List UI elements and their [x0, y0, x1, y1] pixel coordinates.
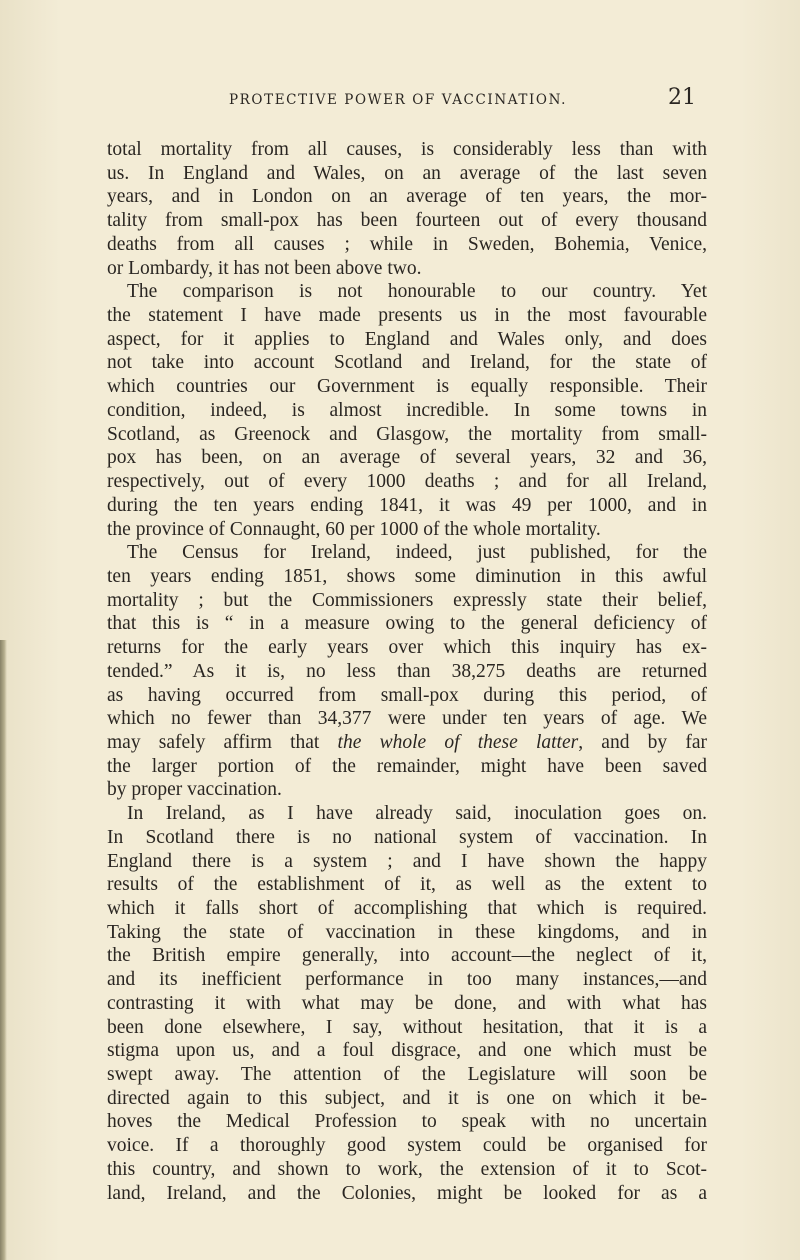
text-line: directed again to this subject, and it is one on which it be- — [107, 1087, 707, 1109]
text-line: In Scotland there is no national system of vaccination. In — [107, 826, 707, 848]
text-line — [107, 731, 707, 755]
text-line: Scotland, as Greenock and Glasgow, the mortality from small- — [107, 423, 707, 445]
text-line: respectively, out of every 1000 deaths ; and for all Ireland, — [107, 471, 707, 493]
text-span: , and by far — [578, 731, 707, 753]
page-binding-edge — [0, 640, 7, 1260]
text-line: condition, indeed, is almost incredible. In some towns in — [107, 399, 707, 421]
text-line: as having occurred from small-pox during this period, of — [107, 684, 707, 706]
page-number: 21 — [668, 85, 696, 110]
running-head — [100, 86, 696, 112]
text-line: which countries our Government is equally responsible. Their — [107, 376, 707, 398]
text-line: which no fewer than 34,377 were under ten years of age. We — [107, 708, 707, 730]
text-line: by proper vaccination. — [107, 779, 282, 801]
text-line: the statement I have made presents us in the most favourable — [107, 305, 707, 327]
emphasis-text: the whole of these latter — [337, 731, 579, 753]
running-title: PROTECTIVE POWER OF VACCINATION. — [228, 92, 568, 108]
text-line: us. In England and Wales, on an average of the last seven — [107, 162, 707, 184]
text-line: the province of Connaught, 60 per 1000 of the whole mortality. — [107, 518, 601, 540]
text-line: The Census for Ireland, indeed, just published, for the — [127, 542, 707, 564]
text-line: voice. If a thoroughly good system could be organised for — [107, 1135, 707, 1157]
text-line: ten years ending 1851, shows some diminution in this awful — [107, 565, 707, 587]
text-line: aspect, for it applies to England and Wales only, and does — [107, 328, 707, 350]
text-line: hoves the Medical Profession to speak with no uncertain — [107, 1111, 707, 1133]
text-line: tality from small-pox has been fourteen out of every thousand — [107, 210, 707, 232]
text-line: and its inefficient performance in too many instances,—and — [107, 969, 707, 991]
text-line: or Lombardy, it has not been above two. — [107, 257, 422, 279]
text-line: not take into account Scotland and Ireland, for the state of — [107, 352, 707, 374]
text-line: deaths from all causes ; while in Sweden, Bohemia, Venice, — [107, 233, 707, 255]
text-line: stigma upon us, and a foul disgrace, and one which must be — [107, 1040, 707, 1062]
text-line: total mortality from all causes, is considerably less than with — [107, 139, 707, 160]
text-line: during the ten years ending 1841, it was 49 per 1000, and in — [107, 494, 707, 516]
text-span: may safely affirm that — [107, 731, 338, 753]
text-line: years, and in London on an average of ten years, the mor- — [107, 186, 707, 208]
text-line: England there is a system ; and I have shown the happy — [107, 850, 707, 872]
text-line: mortality ; but the Commissioners expressly state their belief, — [107, 589, 707, 611]
text-line: returns for the early years over which this inquiry has ex- — [107, 637, 707, 659]
text-line: Taking the state of vaccination in these kingdoms, and in — [107, 921, 707, 943]
text-line: pox has been, on an average of several years, 32 and 36, — [107, 447, 707, 469]
text-line: tended.” As it is, no less than 38,275 deaths are returned — [107, 660, 707, 682]
text-line: which it falls short of accomplishing that which is required. — [107, 898, 707, 919]
text-line: been done elsewhere, I say, without hesitation, that it is a — [107, 1016, 707, 1038]
text-line: the British empire generally, into account—the neglect of it, — [107, 945, 707, 967]
text-line: this country, and shown to work, the extension of it to Scot- — [107, 1158, 707, 1180]
text-line: contrasting it with what may be done, and with what has — [107, 992, 707, 1014]
text-line: The comparison is not honourable to our country. Yet — [127, 281, 707, 303]
body-text — [107, 138, 707, 1205]
text-line: land, Ireland, and the Colonies, might be looked for as a — [107, 1182, 707, 1204]
text-line: the larger portion of the remainder, might have been saved — [107, 755, 707, 777]
text-line: that this is “ in a measure owing to the general deficiency of — [107, 613, 707, 635]
text-line: In Ireland, as I have already said, inoculation goes on. — [127, 803, 707, 825]
text-line: swept away. The attention of the Legislature will soon be — [107, 1064, 707, 1086]
text-line: results of the establishment of it, as well as the extent to — [107, 874, 707, 896]
